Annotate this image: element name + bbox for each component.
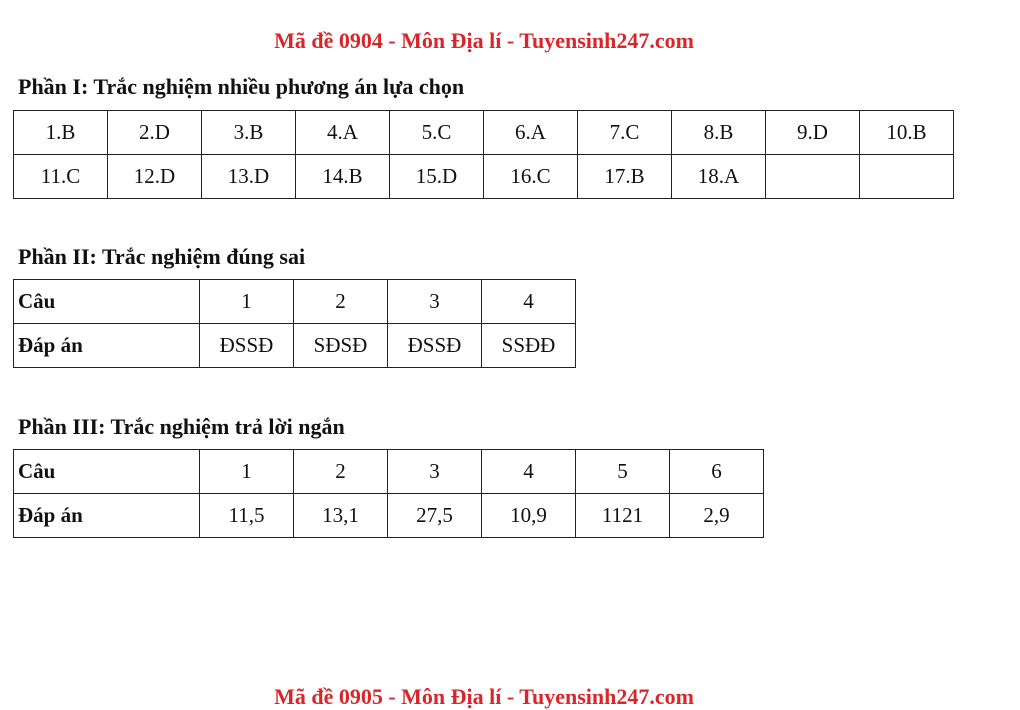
row-label-question: Câu bbox=[14, 280, 200, 324]
answer-cell: 10,9 bbox=[482, 494, 576, 538]
answer-cell: 17.B bbox=[578, 155, 672, 199]
answer-cell: 5.C bbox=[390, 111, 484, 155]
question-number-cell: 3 bbox=[388, 450, 482, 494]
answer-cell: 4.A bbox=[296, 111, 390, 155]
empty-cell bbox=[766, 155, 860, 199]
row-label-question: Câu bbox=[14, 450, 200, 494]
next-page-title: Mã đề 0905 - Môn Địa lí - Tuyensinh247.com bbox=[274, 684, 694, 709]
table-row bbox=[14, 494, 764, 538]
answer-cell: 1.B bbox=[14, 111, 108, 155]
answer-cell: 2,9 bbox=[670, 494, 764, 538]
question-number-cell: 1 bbox=[200, 450, 294, 494]
part1-answer-table bbox=[13, 110, 954, 199]
answer-cell: ĐSSĐ bbox=[388, 324, 482, 368]
answer-cell: 27,5 bbox=[388, 494, 482, 538]
answer-cell: SSĐĐ bbox=[482, 324, 576, 368]
answer-cell: SĐSĐ bbox=[294, 324, 388, 368]
empty-cell bbox=[860, 155, 954, 199]
answer-cell: 14.B bbox=[296, 155, 390, 199]
question-number-cell: 2 bbox=[294, 450, 388, 494]
answer-cell: 11.C bbox=[14, 155, 108, 199]
answer-cell: 8.B bbox=[672, 111, 766, 155]
table-row bbox=[14, 450, 764, 494]
answer-cell: 15.D bbox=[390, 155, 484, 199]
question-number-cell: 4 bbox=[482, 280, 576, 324]
row-label-answer: Đáp án bbox=[14, 494, 200, 538]
answer-cell: ĐSSĐ bbox=[200, 324, 294, 368]
part2-heading: Phần II: Trắc nghiệm đúng sai bbox=[18, 244, 306, 269]
answer-cell: 18.A bbox=[672, 155, 766, 199]
answer-cell: 13.D bbox=[202, 155, 296, 199]
answer-cell: 2.D bbox=[108, 111, 202, 155]
table-row bbox=[14, 324, 576, 368]
answer-cell: 11,5 bbox=[200, 494, 294, 538]
question-number-cell: 5 bbox=[576, 450, 670, 494]
table-row bbox=[14, 280, 576, 324]
part3-heading: Phần III: Trắc nghiệm trả lời ngắn bbox=[18, 414, 345, 439]
answer-cell: 12.D bbox=[108, 155, 202, 199]
question-number-cell: 6 bbox=[670, 450, 764, 494]
part3-answer-table bbox=[13, 449, 764, 538]
table-row bbox=[14, 111, 954, 155]
answer-cell: 1121 bbox=[576, 494, 670, 538]
answer-cell: 7.C bbox=[578, 111, 672, 155]
question-number-cell: 3 bbox=[388, 280, 482, 324]
question-number-cell: 1 bbox=[200, 280, 294, 324]
question-number-cell: 2 bbox=[294, 280, 388, 324]
answer-cell: 16.C bbox=[484, 155, 578, 199]
answer-cell: 9.D bbox=[766, 111, 860, 155]
answer-cell: 13,1 bbox=[294, 494, 388, 538]
row-label-answer: Đáp án bbox=[14, 324, 200, 368]
question-number-cell: 4 bbox=[482, 450, 576, 494]
answer-cell: 10.B bbox=[860, 111, 954, 155]
table-row bbox=[14, 155, 954, 199]
answer-cell: 6.A bbox=[484, 111, 578, 155]
answer-cell: 3.B bbox=[202, 111, 296, 155]
part2-answer-table bbox=[13, 279, 576, 368]
part1-heading: Phần I: Trắc nghiệm nhiều phương án lựa chọn bbox=[18, 74, 465, 99]
page-title: Mã đề 0904 - Môn Địa lí - Tuyensinh247.com bbox=[274, 28, 694, 53]
